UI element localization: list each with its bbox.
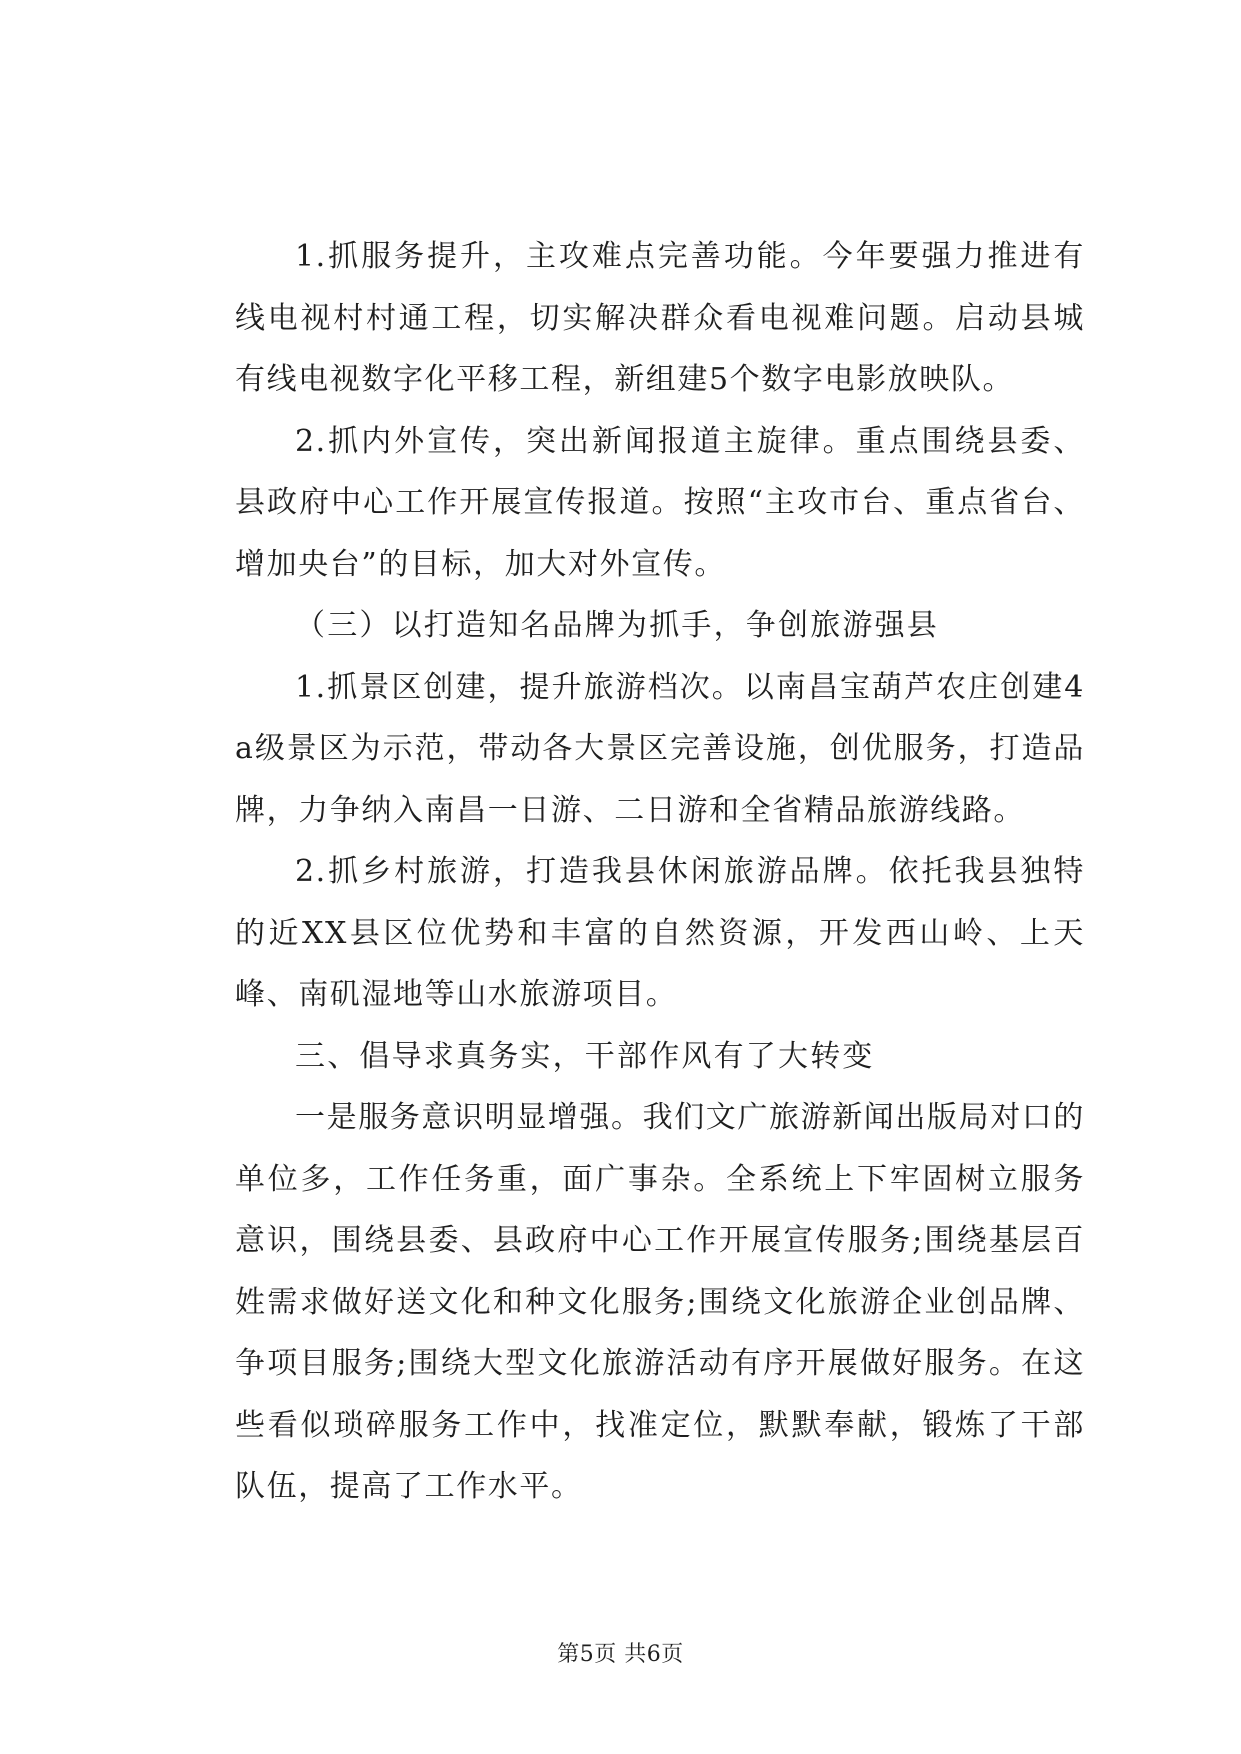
- paragraph-service-awareness: 一是服务意识明显增强。我们文广旅游新闻出版局对口的单位多，工作任务重，面广事杂。全系统上下牢固树立服务意识，围绕县委、县政府中心工作开展宣传服务;围绕基层百姓需求做好送文化和种文化服务;围绕文化旅游企业创品牌、争项目服务;围绕大型文化旅游活动有序开展做好服务。在这些看似琐碎服务工作中，找准定位，默默奉献，锻炼了干部队伍，提高了工作水平。: [235, 1100, 1085, 1504]
- paragraph-scenic-area: 1.抓景区创建，提升旅游档次。以南昌宝葫芦农庄创建4a级景区为示范，带动各大景区完善设施，创优服务，打造品牌，力争纳入南昌一日游、二日游和全省精品旅游线路。: [235, 669, 1085, 828]
- paragraph-rural-tourism: 2.抓乡村旅游，打造我县休闲旅游品牌。依托我县独特的近XX县区位优势和丰富的自然资源，开发西山岭、上天峰、南矶湿地等山水旅游项目。: [235, 854, 1085, 1012]
- page-number-footer: 第5页 共6页: [557, 1642, 684, 1667]
- paragraph-publicity: 2.抓内外宣传，突出新闻报道主旋律。重点围绕县委、县政府中心工作开展宣传报道。按照“主攻市台、重点省台、增加央台”的目标，加大对外宣传。: [235, 423, 1085, 582]
- document-body: [235, 226, 1085, 1518]
- section-heading-work-style: 三、倡导求真务实，干部作风有了大转变: [295, 1038, 875, 1074]
- paragraph-service-upgrade: 1.抓服务提升，主攻难点完善功能。今年要强力推进有线电视村村通工程，切实解决群众看电视难问题。启动县城有线电视数字化平移工程，新组建5个数字电影放映队。: [235, 239, 1085, 397]
- section-heading-tourism-brand: （三）以打造知名品牌为抓手，争创旅游强县: [295, 608, 939, 643]
